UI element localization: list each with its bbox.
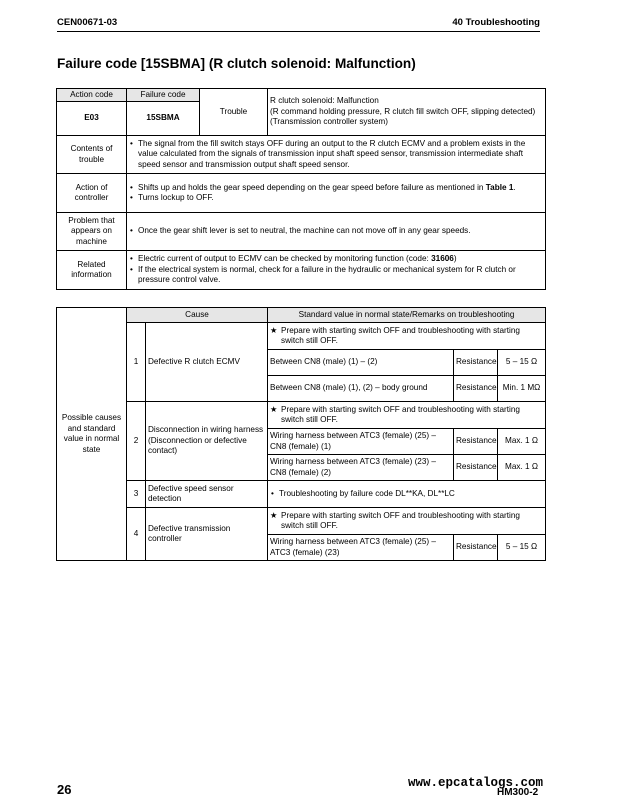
doc-code: CEN00671-03 bbox=[57, 17, 118, 28]
cause-name: Disconnection in wiring harness (Disconnection or defective contact) bbox=[146, 402, 268, 481]
action-item: • Turns lockup to OFF. bbox=[129, 193, 543, 204]
prep-note bbox=[268, 508, 546, 535]
action-of-controller bbox=[127, 174, 546, 213]
cause-number: 1 bbox=[127, 323, 146, 402]
related-item: • Electric current of output to ECMV can be checked by monitoring function (code: 31606) bbox=[129, 254, 543, 265]
cause-number: 3 bbox=[127, 481, 146, 508]
related-label: Related information bbox=[57, 251, 127, 290]
remark-cell bbox=[268, 481, 546, 508]
trouble-label: Trouble bbox=[200, 89, 268, 136]
standard-value-header: Standard value in normal state/Remarks on troubleshooting bbox=[268, 308, 546, 323]
monitoring-code: 31606 bbox=[431, 254, 454, 264]
check-item: Wiring harness between ATC3 (female) (25) – ATC3 (female) (23) bbox=[268, 535, 454, 561]
section-title: 40 Troubleshooting bbox=[452, 17, 540, 28]
standard-value: Max. 1 Ω bbox=[498, 429, 546, 455]
action-code-label: Action code bbox=[57, 89, 127, 102]
trouble-line: (Transmission controller system) bbox=[270, 117, 388, 127]
contents-label: Contents of trouble bbox=[57, 136, 127, 174]
action-item: • Shifts up and holds the gear speed depending on the gear speed before failure as mentioned in Table 1. bbox=[129, 183, 543, 194]
cause-number: 2 bbox=[127, 402, 146, 481]
cause-name: Defective transmission controller bbox=[146, 508, 268, 561]
related-information bbox=[127, 251, 546, 290]
measure-kind: Resistance bbox=[454, 535, 498, 561]
standard-value: Max. 1 Ω bbox=[498, 455, 546, 481]
star-note: ★ Prepare with starting switch OFF and troubleshooting with starting switch still OFF. bbox=[270, 405, 543, 426]
page-number: 26 bbox=[57, 782, 72, 797]
measure-kind: Resistance bbox=[454, 429, 498, 455]
problem-label: Problem that appears on machine bbox=[57, 213, 127, 251]
star-note: ★ Prepare with starting switch OFF and troubleshooting with starting switch still OFF. bbox=[270, 511, 543, 532]
failure-info-table bbox=[56, 88, 546, 290]
failure-code: 15SBMA bbox=[127, 102, 200, 136]
standard-value: Min. 1 MΩ bbox=[498, 376, 546, 402]
measure-kind: Resistance bbox=[454, 376, 498, 402]
standard-value: 5 – 15 Ω bbox=[498, 535, 546, 561]
cause-number: 4 bbox=[127, 508, 146, 561]
measure-kind: Resistance bbox=[454, 455, 498, 481]
possible-causes-table bbox=[56, 307, 546, 561]
possible-causes-label: Possible causes and standard value in normal state bbox=[57, 308, 127, 561]
action-label: Action of controller bbox=[57, 174, 127, 213]
contents-of-trouble bbox=[127, 136, 546, 174]
header-rule bbox=[57, 31, 540, 32]
remark-text: • Troubleshooting by failure code DL**KA, DL**LC bbox=[270, 489, 543, 500]
prep-note bbox=[268, 323, 546, 350]
cause-name: Defective R clutch ECMV bbox=[146, 323, 268, 402]
cause-header: Cause bbox=[127, 308, 268, 323]
check-item: Wiring harness between ATC3 (female) (25) – CN8 (female) (1) bbox=[268, 429, 454, 455]
contents-text: • The signal from the fill switch stays OFF during an output to the R clutch ECMV and a problem exists in the value calculated from the signals of transmission input shaft speed sensor, transmission intermediate shaft speed sensor and transmission output shaft speed sensor. bbox=[129, 139, 543, 171]
check-item: Between CN8 (male) (1), (2) – body ground bbox=[268, 376, 454, 402]
cause-name: Defective speed sensor detection bbox=[146, 481, 268, 508]
measure-kind: Resistance bbox=[454, 350, 498, 376]
star-note: ★ Prepare with starting switch OFF and troubleshooting with starting switch still OFF. bbox=[270, 326, 543, 347]
related-item: • If the electrical system is normal, check for a failure in the hydraulic or mechanical system for R clutch or pressure control valve. bbox=[129, 265, 543, 286]
standard-value: 5 – 15 Ω bbox=[498, 350, 546, 376]
model-name: HM300-2 bbox=[497, 787, 539, 798]
check-item: Wiring harness between ATC3 (female) (23) – CN8 (female) (2) bbox=[268, 455, 454, 481]
trouble-description bbox=[268, 89, 546, 136]
website-watermark[interactable]: www.epcatalogs.com bbox=[408, 776, 544, 790]
problem-text: • Once the gear shift lever is set to neutral, the machine can not move off in any gear speeds. bbox=[129, 226, 543, 237]
problem-on-machine bbox=[127, 213, 546, 251]
trouble-line: R clutch solenoid: Malfunction bbox=[270, 96, 379, 106]
failure-code-label: Failure code bbox=[127, 89, 200, 102]
prep-note bbox=[268, 402, 546, 429]
action-code: E03 bbox=[57, 102, 127, 136]
page-title: Failure code [15SBMA] (R clutch solenoid: Malfunction) bbox=[57, 56, 416, 71]
table-reference: Table 1 bbox=[485, 182, 514, 192]
trouble-line: (R command holding pressure, R clutch fill switch OFF, slipping detected) bbox=[270, 106, 536, 116]
check-item: Between CN8 (male) (1) – (2) bbox=[268, 350, 454, 376]
